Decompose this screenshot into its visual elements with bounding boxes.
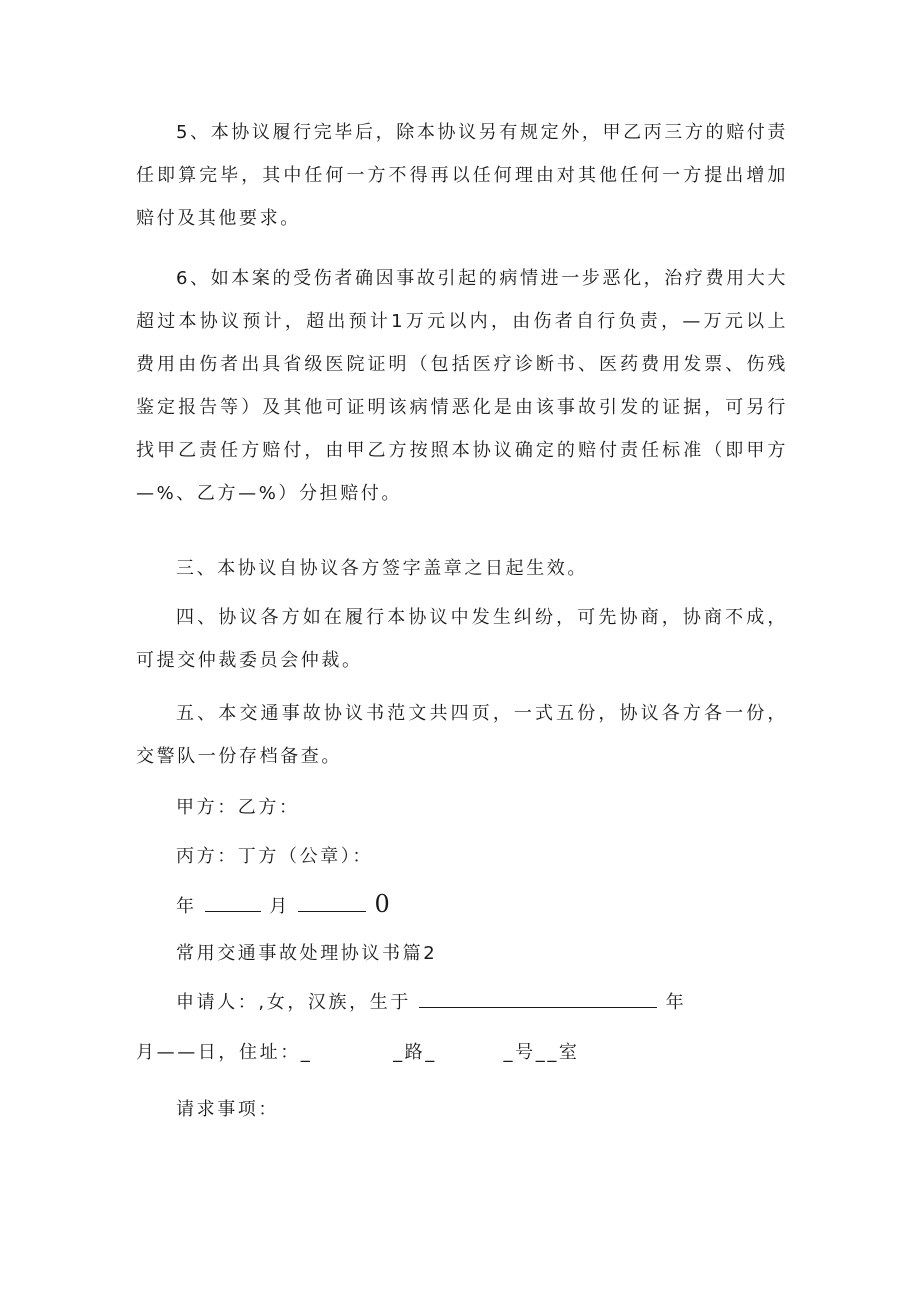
birth-date-blank [419, 989, 657, 1008]
address-road: _路_ [393, 1042, 437, 1063]
request-label: 请求事项： [176, 1099, 279, 1120]
date-month-label: 月 [269, 896, 290, 917]
clause-four: 四、协议各方如在履行本协议中发生纠纷，可先协商，协商不成，可提交仲裁委员会仲裁。 [136, 607, 788, 671]
clause-item-5: 5、本协议履行完毕后，除本协议另有规定外，甲乙丙三方的赔付责任即算完毕，其中任何一方不得再以任何理由对其他任何一方提出增加赔付及其他要求。 [136, 122, 788, 229]
applicant-prefix: 申请人：,女，汉族，生于 [176, 992, 411, 1013]
date-line [176, 889, 390, 922]
clause-five: 五、本交通事故协议书范文共四页，一式五份，协议各方各一份，交警队一份存档备查。 [136, 703, 788, 767]
clause-three: 三、本协议自协议各方签字盖章之日起生效。 [176, 558, 588, 579]
address-line [136, 1038, 580, 1068]
clause-item-6: 6、如本案的受伤者确因事故引起的病情进一步恶化，治疗费用大大超过本协议预计，超出预计1万元以内，由伤者自行负责，—万元以上费用由伤者出具省级医院证明（包括医疗诊断书、医药费用发票、伤残鉴定报告等）及其他可证明该病情恶化是由该事故引发的证据，可另行找甲乙责任方赔付，由甲乙方按照本协议确定的赔付责任标准（即甲方—%、乙方—%）分担赔付。 [136, 268, 788, 504]
applicant-year-label: 年 [665, 992, 687, 1013]
signature-party-a-b: 甲方：乙方： [176, 797, 300, 818]
date-month-blank [298, 893, 366, 912]
date-year-label: 年 [176, 896, 197, 917]
section-title: 常用交通事故处理协议书篇2 [176, 943, 438, 964]
address-number: _号__室 [503, 1042, 580, 1063]
applicant-line [176, 988, 686, 1018]
date-day-mark: 0 [374, 890, 390, 918]
signature-party-c-d: 丙方：丁方（公章）： [176, 846, 373, 867]
address-prefix: 月——日，住址：_ [136, 1042, 313, 1063]
date-year-blank [205, 893, 261, 912]
